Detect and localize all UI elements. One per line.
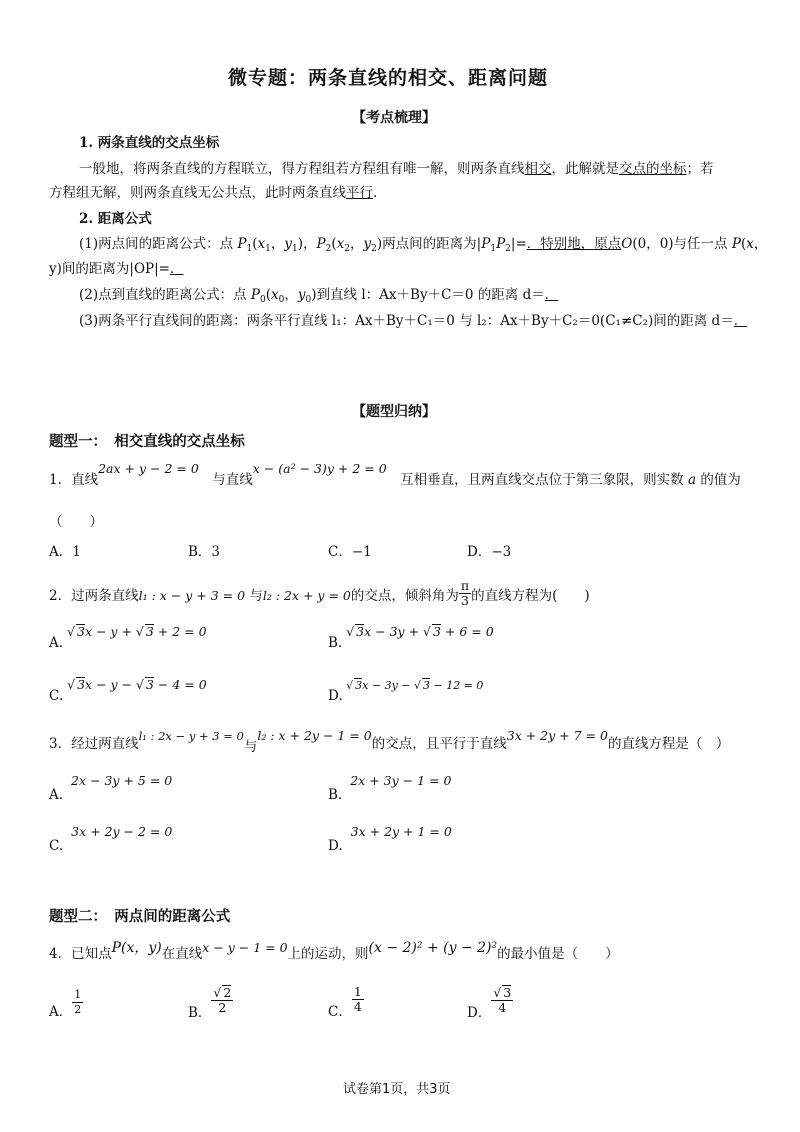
q1-option-c[interactable]: C．−1 — [328, 544, 372, 560]
q4-option-c[interactable]: C． $\frac{1}{4}$ — [328, 984, 362, 1020]
distance-formula-1-line2: y)间的距离为|OP|=． — [49, 261, 184, 277]
section-heading-types: 【题型归纳】 — [352, 404, 436, 420]
type-2-heading: 题型二： 两点间的距离公式 — [49, 909, 231, 925]
q2-option-b[interactable]: B. √ 3x − 3y + √ 3 + 6 = 0 — [328, 624, 494, 651]
q3-option-c[interactable]: C.3x + 2y − 2 = 0 — [49, 824, 173, 854]
question-3: 3．经过两直线l₁ : 2x − y + 3 = 0与l₂ : x + 2y − 1 = 0的交点，且平行于直线3x + 2y + 7 = 0的直线方程是（ ） — [49, 728, 730, 755]
question-1-paren: （ ） — [49, 514, 103, 530]
point-1-heading: 1. 两条直线的交点坐标 — [79, 135, 220, 151]
q3-option-d[interactable]: D.3x + 2y + 1 = 0 — [328, 824, 452, 854]
point-1-text-line2: 方程组无解，则两条直线无公共点，此时两条直线平行. — [49, 185, 378, 201]
q3-option-b[interactable]: B.2x + 3y − 1 = 0 — [328, 773, 452, 803]
q2-option-d[interactable]: D. √ 3x − 3y − √ 3 − 12 = 0 — [328, 679, 484, 704]
distance-formula-3: (3)两条平行直线间的距离：两条平行直线 l₁：Ax＋By＋C₁＝0 与 l₂：Ax＋By＋C₂＝0(C₁≠C₂)间的距离 d＝． — [79, 313, 748, 329]
page-footer: 试卷第1页，共3页 — [343, 1082, 451, 1097]
q1-equation-2: x − (a² − 3)y + 2 = 0 — [252, 461, 387, 476]
q1-option-d[interactable]: D．−3 — [467, 544, 512, 560]
question-4: 4．已知点P(x，y)在直线x − y − 1 = 0上的运动，则(x − 2)² + (y − 2)²的最小值是（ ） — [49, 940, 619, 962]
point-2-heading: 2. 距离公式 — [79, 211, 152, 227]
q1-option-b[interactable]: B．3 — [188, 544, 221, 560]
distance-formula-2: (2)点到直线的距离公式：点 $P_0(x_0$，$y_0$)到直线 l：Ax＋By＋C＝0 的距离 d＝． — [79, 287, 559, 305]
page-title: 微专题：两条直线的相交、距离问题 — [228, 67, 549, 89]
type-1-heading: 题型一： 相交直线的交点坐标 — [49, 434, 245, 450]
section-heading-review: 【考点梳理】 — [352, 110, 436, 126]
q4-option-d[interactable]: D． $\frac{√ 3}{4}$ — [467, 985, 512, 1021]
point-1-text-line1: 一般地，将两条直线的方程联立，得方程组若方程组有唯一解，则两条直线相交，此解就是交点的坐标；若 — [79, 161, 714, 177]
q1-equation-1: 2ax + y − 2 = 0 — [98, 461, 199, 476]
question-2: 2．过两条直线l₁ : x − y + 3 = 0 与l₂ : 2x + y = 0的交点，倾斜角为 $\frac{\pi}{3}$ 的直线方程为( ) — [49, 578, 590, 608]
q1-option-a[interactable]: A．1 — [49, 544, 81, 560]
q4-option-a[interactable]: A． $\frac{1}{2}$ — [49, 988, 82, 1020]
question-1: 1．直线2ax + y − 2 = 0 与直线x − (a² − 3)y + 2 = 0 互相垂直，且两直线交点位于第三象限，则实数 a 的值为 — [49, 461, 741, 488]
q3-option-a[interactable]: A.2x − 3y + 5 = 0 — [49, 773, 173, 803]
q2-option-a[interactable]: A. √ 3x − y + √ 3 + 2 = 0 — [49, 624, 207, 651]
q2-option-c[interactable]: C. √ 3x − y − √ 3 − 4 = 0 — [49, 677, 207, 704]
q4-option-b[interactable]: B． $\frac{√ 2}{2}$ — [188, 985, 232, 1021]
distance-formula-1-line1: (1)两点间的距离公式：点 $P_1(x_1$，$y_1$)，$P_2(x_2$，$y_2$)两点间的距离为$|P_1P_2|=$．特别地，原点O(0，0)与任一点 P(x， — [79, 236, 768, 254]
